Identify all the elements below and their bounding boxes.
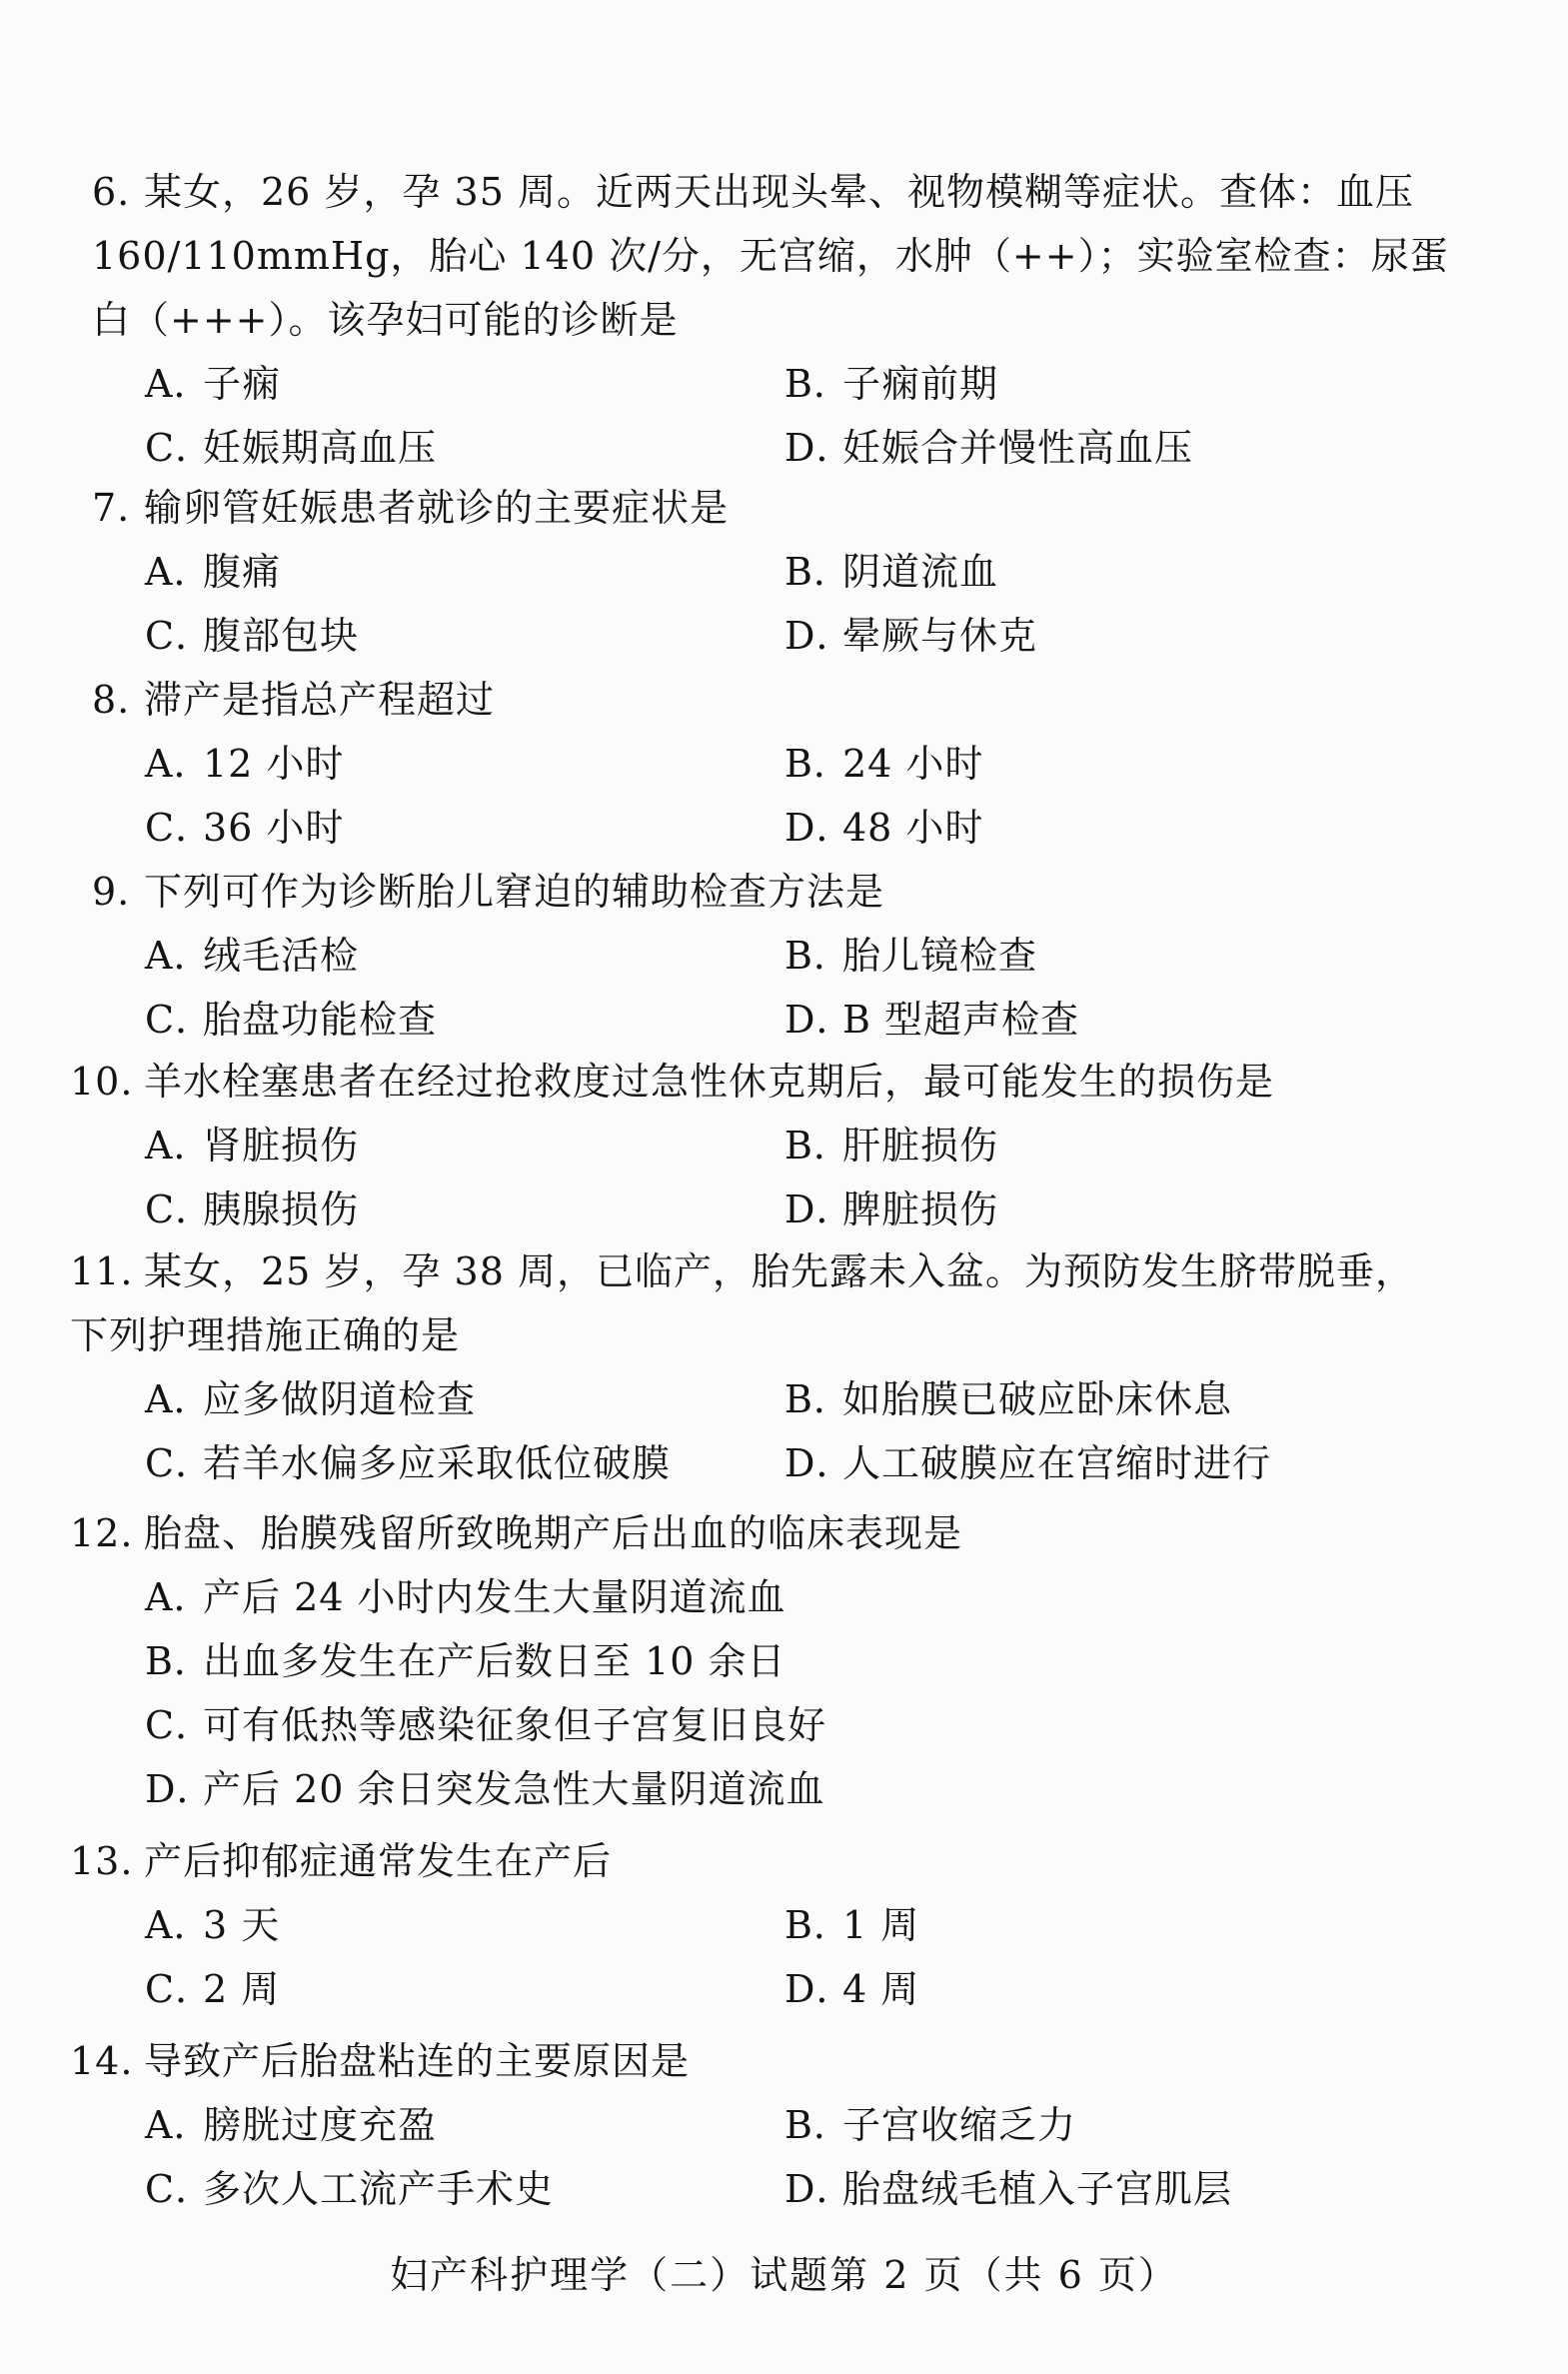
option-letter: A．	[145, 1903, 213, 1947]
question-stem	[92, 668, 1461, 732]
option-text: B 型超声检查	[842, 998, 1080, 1042]
option-text: 12 小时	[203, 742, 345, 786]
option-text: 1 周	[842, 1903, 920, 1947]
option-text: 36 小时	[203, 806, 345, 850]
option-d	[784, 988, 1434, 1052]
question-text: 某女，26 岁，孕 35 周。近两天出现头晕、视物模糊等症状。查体：血压 160/110mmHg，胎心 140 次/分，无宫缩，水肿（++）；实验室检查：尿蛋白（+++）。该孕妇可能的诊断是	[92, 170, 1449, 342]
option-b	[784, 1893, 1434, 1957]
option-b	[784, 924, 1434, 988]
option-a	[145, 924, 784, 988]
option-text: 48 小时	[842, 806, 984, 850]
option-text: 4 周	[842, 1967, 920, 2011]
option-c	[145, 1178, 784, 1241]
option-letter: D．	[784, 1441, 855, 1485]
option-letter: C．	[145, 426, 215, 470]
option-letter: B．	[784, 362, 852, 406]
option-b	[784, 352, 1434, 416]
options	[0, 924, 1449, 1052]
option-d	[784, 1431, 1434, 1495]
option-letter: A．	[145, 2103, 213, 2147]
question-number: 8.	[92, 678, 131, 722]
question-stem	[70, 1239, 1439, 1367]
option-letter: A．	[145, 742, 213, 786]
question-stem	[70, 1829, 1439, 1893]
option-letter: D．	[145, 1767, 216, 1811]
option-letter: B．	[784, 550, 852, 594]
question-text: 某女，25 岁，孕 38 周，已临产，胎先露未入盆。为预防发生脐带脱垂，下列护理措施正确的是	[70, 1249, 1414, 1357]
question-number: 11.	[70, 1249, 134, 1293]
option-text: 绒毛活检	[203, 934, 360, 978]
option-c	[145, 988, 784, 1052]
option-text: 24 小时	[842, 742, 984, 786]
option-text: 子宫收缩乏力	[842, 2103, 1077, 2147]
option-letter: D．	[784, 2167, 855, 2211]
question-stem	[70, 1501, 1439, 1565]
option-d	[784, 1178, 1434, 1241]
question-number: 13.	[70, 1839, 134, 1883]
option-text: 子痫前期	[842, 362, 999, 406]
question-10	[0, 1050, 1568, 1241]
option-d	[784, 416, 1434, 480]
option-d	[784, 796, 1434, 860]
question-12	[0, 1501, 1568, 1821]
question-text: 滞产是指总产程超过	[144, 678, 496, 722]
option-text: 腹痛	[203, 550, 282, 594]
option-b	[784, 1367, 1434, 1431]
option-letter: D．	[784, 614, 855, 658]
question-text: 胎盘、胎膜残留所致晚期产后出血的临床表现是	[144, 1511, 963, 1555]
option-c	[145, 1431, 784, 1495]
option-d	[784, 2157, 1434, 2221]
option-a	[145, 1367, 784, 1431]
option-text: 妊娠合并慢性高血压	[842, 426, 1194, 470]
options	[0, 732, 1449, 860]
question-14	[0, 2029, 1568, 2221]
question-9	[0, 860, 1568, 1052]
question-6	[0, 160, 1568, 480]
option-text: 脾脏损伤	[842, 1187, 999, 1231]
option-letter: A．	[145, 1124, 213, 1168]
option-text: 晕厥与休克	[842, 614, 1038, 658]
option-text: 胎盘绒毛植入子宫肌层	[842, 2167, 1233, 2211]
option-a	[145, 732, 784, 796]
option-letter: B．	[784, 1377, 852, 1421]
question-number: 10.	[70, 1060, 134, 1104]
option-c	[145, 1693, 1449, 1757]
question-stem	[70, 1050, 1439, 1114]
option-letter: B．	[145, 1639, 213, 1683]
question-number: 14.	[70, 2039, 134, 2083]
option-text: 多次人工流产手术史	[203, 2167, 555, 2211]
options	[0, 1893, 1449, 2021]
option-b	[784, 540, 1434, 604]
option-text: 出血多发生在产后数日至 10 余日	[203, 1639, 786, 1683]
option-b	[784, 732, 1434, 796]
option-text: 如胎膜已破应卧床休息	[842, 1377, 1233, 1421]
question-number: 12.	[70, 1511, 134, 1555]
option-letter: C．	[145, 1441, 215, 1485]
option-letter: D．	[784, 1967, 855, 2011]
option-letter: A．	[145, 1377, 213, 1421]
options	[0, 540, 1449, 668]
option-text: 若羊水偏多应采取低位破膜	[203, 1441, 672, 1485]
option-text: 胎儿镜检查	[842, 934, 1038, 978]
options	[0, 1114, 1449, 1241]
option-text: 胰腺损伤	[203, 1187, 360, 1231]
option-b	[145, 1629, 1449, 1693]
question-stem	[92, 160, 1461, 352]
option-text: 可有低热等感染征象但子宫复旧良好	[203, 1703, 827, 1747]
option-c	[145, 1957, 784, 2021]
question-stem	[92, 860, 1461, 924]
option-letter: D．	[784, 806, 855, 850]
option-text: 子痫	[203, 362, 282, 406]
option-text: 人工破膜应在宫缩时进行	[842, 1441, 1272, 1485]
option-text: 肾脏损伤	[203, 1124, 360, 1168]
question-13	[0, 1829, 1568, 2021]
option-letter: A．	[145, 550, 213, 594]
option-letter: C．	[145, 1703, 215, 1747]
option-letter: C．	[145, 998, 215, 1042]
options	[0, 352, 1449, 480]
option-letter: C．	[145, 1967, 215, 2011]
option-b	[784, 2093, 1434, 2157]
question-text: 下列可作为诊断胎儿窘迫的辅助检查方法是	[144, 870, 885, 914]
question-stem	[92, 476, 1461, 540]
option-a	[145, 1565, 1449, 1629]
option-text: 腹部包块	[203, 614, 360, 658]
option-text: 胎盘功能检查	[203, 998, 438, 1042]
option-text: 膀胱过度充盈	[203, 2103, 438, 2147]
page-footer: 妇产科护理学（二）试题第 2 页（共 6 页）	[390, 2253, 1178, 2297]
options	[0, 2093, 1449, 2221]
option-text: 妊娠期高血压	[203, 426, 438, 470]
option-text: 应多做阴道检查	[203, 1377, 477, 1421]
question-7	[0, 476, 1568, 668]
option-letter: C．	[145, 614, 215, 658]
option-a	[145, 2093, 784, 2157]
option-letter: D．	[784, 426, 855, 470]
option-text: 阴道流血	[842, 550, 999, 594]
option-letter: A．	[145, 1575, 213, 1619]
option-letter: D．	[784, 1187, 855, 1231]
option-letter: C．	[145, 1187, 215, 1231]
option-text: 产后 20 余日突发急性大量阴道流血	[203, 1767, 825, 1811]
question-stem	[70, 2029, 1439, 2093]
option-d	[784, 1957, 1434, 2021]
question-11	[0, 1239, 1568, 1495]
option-text: 肝脏损伤	[842, 1124, 999, 1168]
question-number: 7.	[92, 486, 131, 530]
question-number: 9.	[92, 870, 131, 914]
option-c	[145, 2157, 784, 2221]
question-text: 输卵管妊娠患者就诊的主要症状是	[144, 486, 730, 530]
option-letter: B．	[784, 2103, 852, 2147]
question-text: 产后抑郁症通常发生在产后	[144, 1839, 613, 1883]
option-letter: C．	[145, 2167, 215, 2211]
option-text: 3 天	[203, 1903, 281, 1947]
option-d	[145, 1757, 1449, 1821]
option-text: 产后 24 小时内发生大量阴道流血	[203, 1575, 786, 1619]
option-letter: A．	[145, 362, 213, 406]
question-8	[0, 668, 1568, 860]
option-c	[145, 604, 784, 668]
option-letter: B．	[784, 1903, 852, 1947]
option-a	[145, 540, 784, 604]
question-number: 6.	[92, 170, 131, 214]
option-c	[145, 416, 784, 480]
options	[0, 1367, 1449, 1495]
option-letter: D．	[784, 998, 855, 1042]
option-c	[145, 796, 784, 860]
option-letter: B．	[784, 1124, 852, 1168]
option-a	[145, 1114, 784, 1178]
question-text: 羊水栓塞患者在经过抢救度过急性休克期后，最可能发生的损伤是	[144, 1060, 1275, 1104]
option-text: 2 周	[203, 1967, 281, 2011]
option-letter: A．	[145, 934, 213, 978]
option-letter: B．	[784, 742, 852, 786]
question-text: 导致产后胎盘粘连的主要原因是	[144, 2039, 691, 2083]
option-a	[145, 1893, 784, 1957]
option-b	[784, 1114, 1434, 1178]
option-d	[784, 604, 1434, 668]
option-a	[145, 352, 784, 416]
options	[0, 1565, 1449, 1821]
option-letter: C．	[145, 806, 215, 850]
option-letter: B．	[784, 934, 852, 978]
